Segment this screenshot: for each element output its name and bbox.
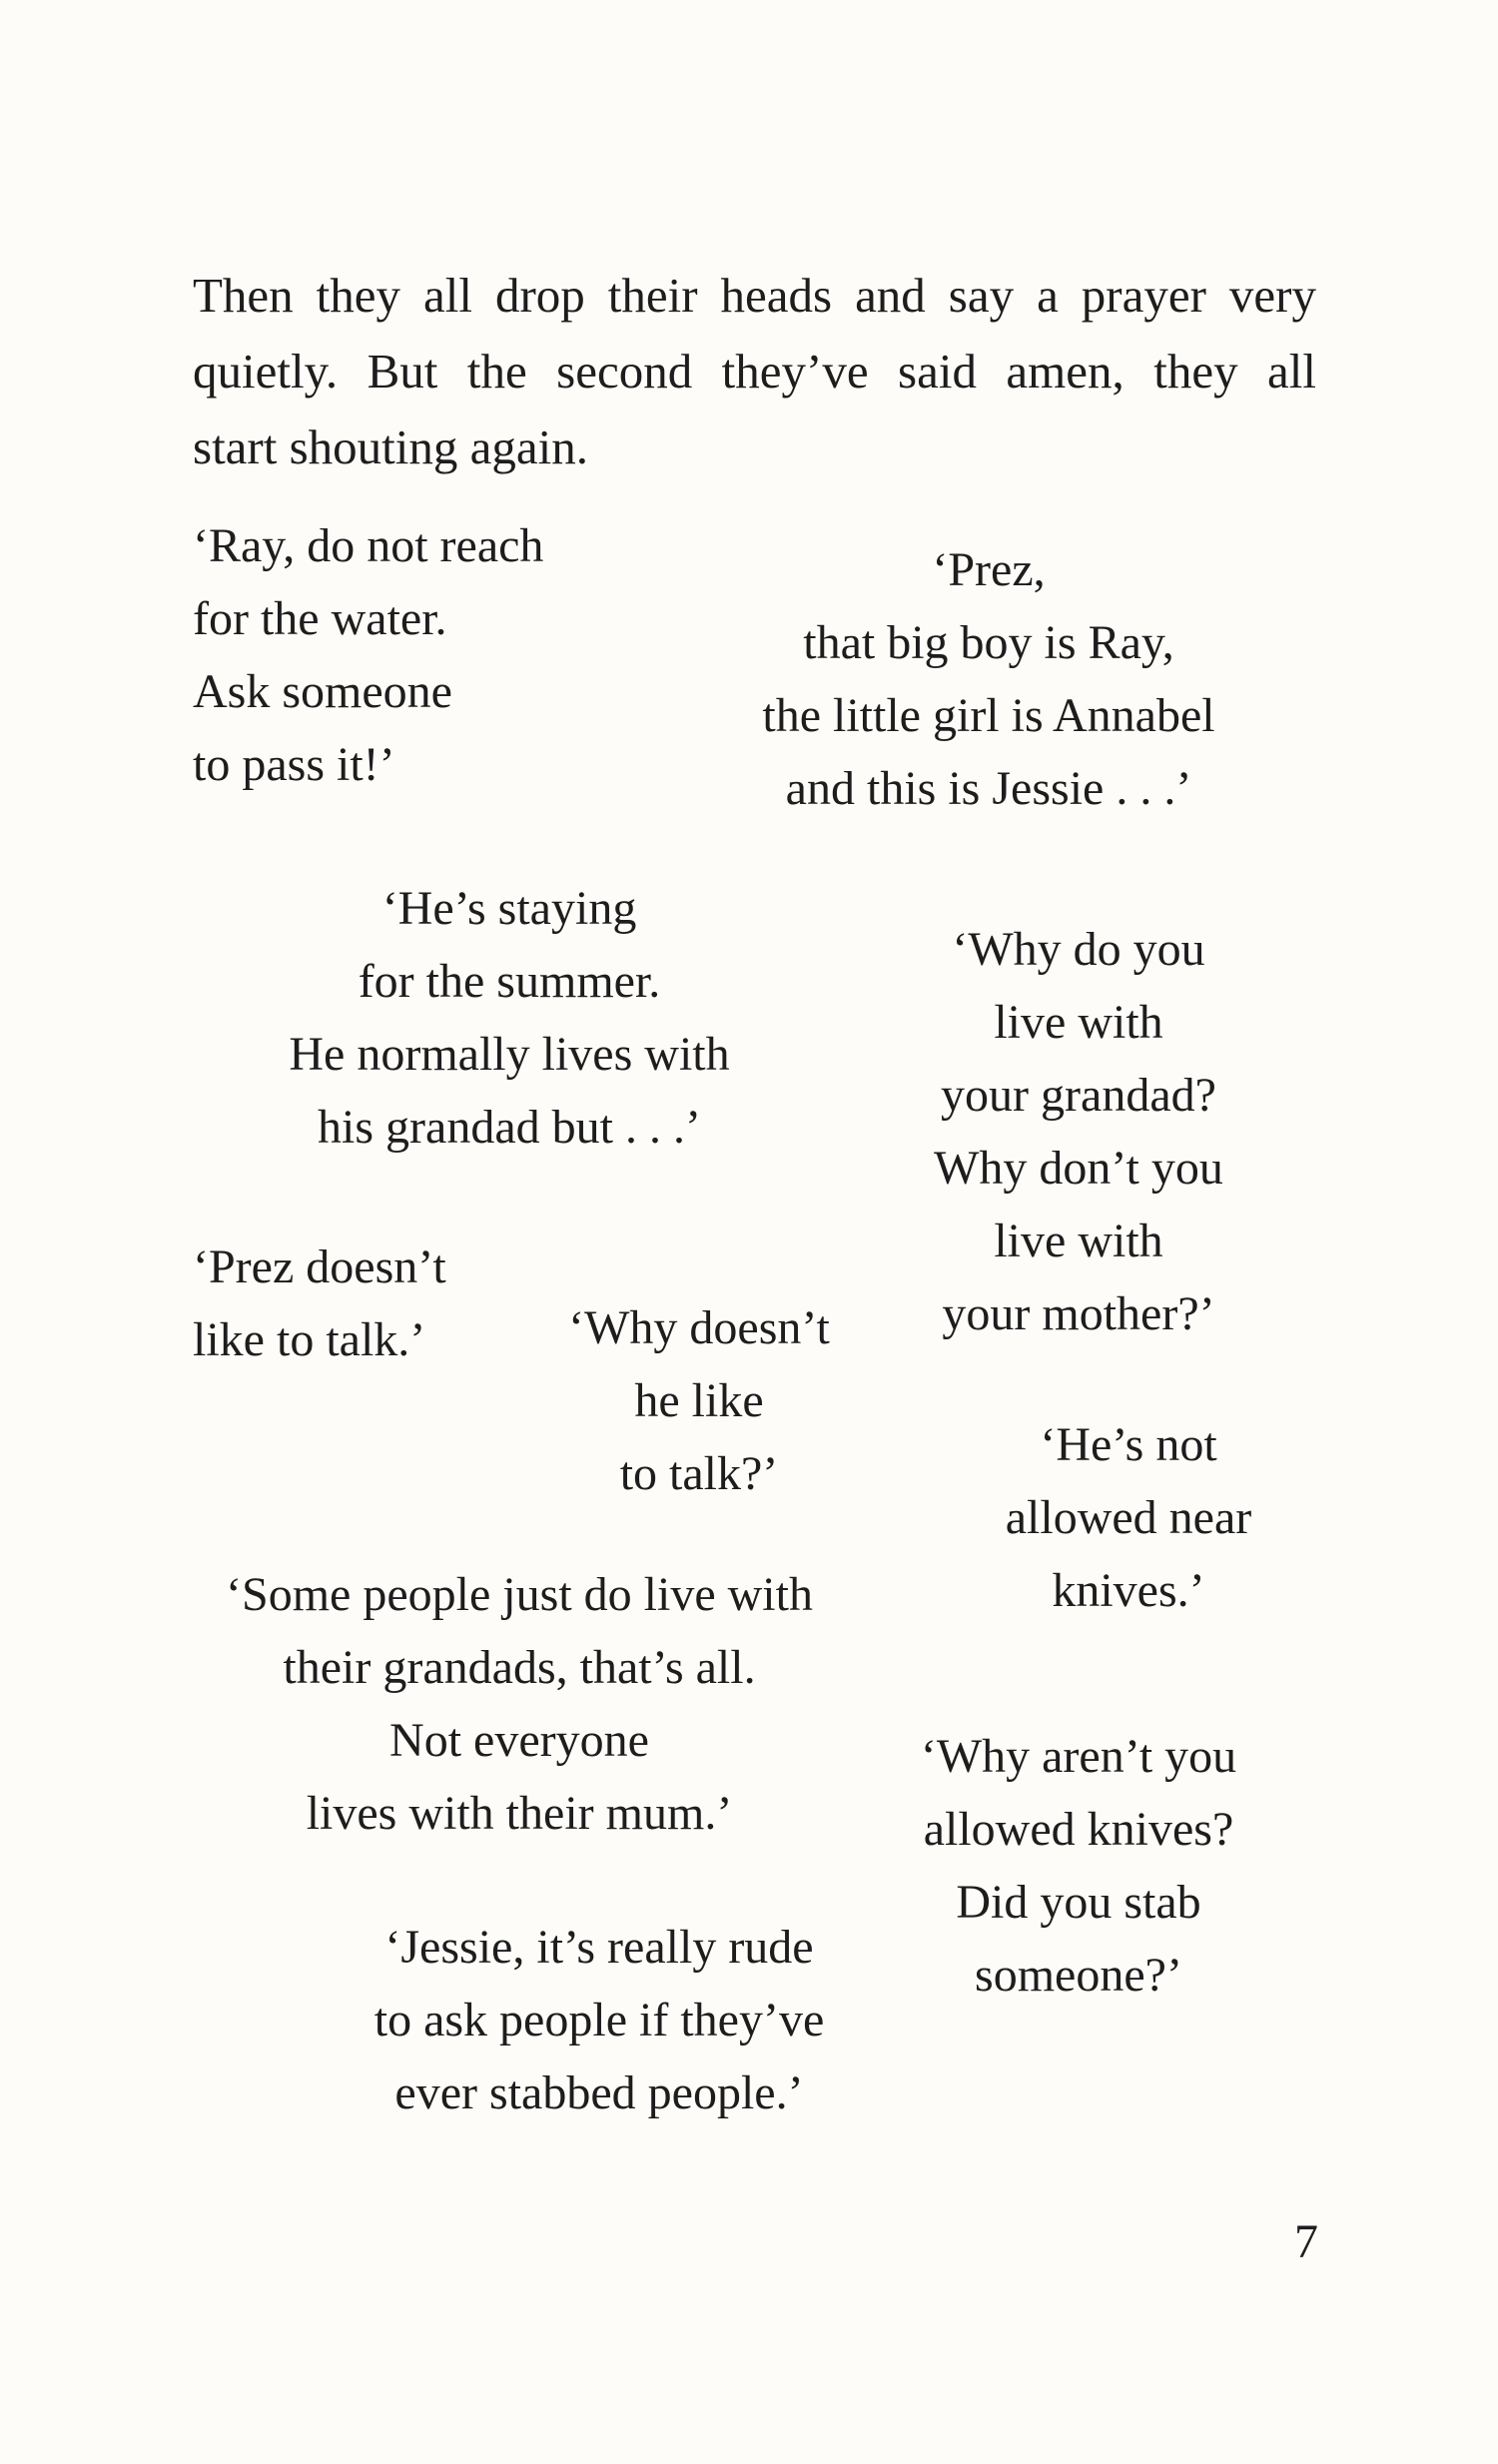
speech-line: Did you stab [956,1876,1201,1929]
speech-line: your grandad? [941,1069,1216,1122]
intro-paragraph [193,258,1316,485]
speech-line: his grandad but . . .’ [318,1101,701,1154]
speech-line: knives.’ [1052,1564,1205,1617]
speech-line: like to talk.’ [193,1313,426,1366]
speech-ray-water [193,509,543,801]
intro-line: quietly. But the second they’ve said amen, they all [193,344,1316,399]
speech-line: to pass it!’ [193,738,395,791]
speech-jessie-rude [310,1911,889,2129]
speech-line: the little girl is Annabel [762,689,1215,742]
speech-line: he like [634,1374,764,1427]
speech-prez-talk [193,1231,446,1376]
speech-line: for the water. [193,592,447,645]
speech-why-knives [879,1720,1278,2012]
speech-line: your mother?’ [942,1287,1215,1340]
speech-line: ‘Jessie, it’s really rude [384,1921,814,1974]
speech-line: live with [994,1215,1163,1267]
speech-line: ‘Why doesn’t [568,1301,830,1354]
speech-line: live with [994,996,1163,1049]
speech-line: ‘Prez, [932,543,1046,596]
speech-prez-intro [709,533,1268,825]
speech-line: He normally lives with [289,1028,730,1081]
speech-line: for the summer. [358,955,661,1008]
speech-line: ‘Some people just do live with [226,1568,813,1621]
speech-line: ‘He’s staying [381,882,637,935]
intro-line: start shouting again. [193,419,589,474]
speech-line: someone?’ [975,1949,1182,2002]
speech-line: ‘Why aren’t you [920,1730,1237,1783]
speech-not-allowed [959,1408,1298,1627]
speech-line: ‘Prez doesn’t [193,1240,446,1293]
speech-line: ‘Why do you [952,923,1205,976]
speech-line: their grandads, that’s all. [283,1641,756,1694]
speech-line: Not everyone [389,1714,649,1767]
speech-some-people [170,1558,869,1850]
page-number: 7 [1294,2215,1318,2268]
speech-line: lives with their mum.’ [306,1787,733,1840]
speech-line: that big boy is Ray, [803,616,1174,669]
speech-line: Why don’t you [934,1142,1223,1195]
speech-why-grandad [879,913,1278,1350]
speech-staying-summer [230,872,789,1164]
speech-line: to talk?’ [619,1447,779,1500]
speech-why-talk [539,1291,859,1510]
speech-line: allowed knives? [923,1803,1234,1856]
speech-line: Ask someone [193,665,452,718]
speech-line: ever stabbed people.’ [394,2066,804,2119]
speech-line: and this is Jessie . . .’ [785,762,1192,815]
intro-line: Then they all drop their heads and say a prayer very [193,268,1316,323]
speech-line: ‘He’s not [1040,1418,1217,1471]
speech-line: to ask people if they’ve [374,1994,825,2047]
speech-line: ‘Ray, do not reach [193,519,544,572]
speech-line: allowed near [1005,1491,1252,1544]
